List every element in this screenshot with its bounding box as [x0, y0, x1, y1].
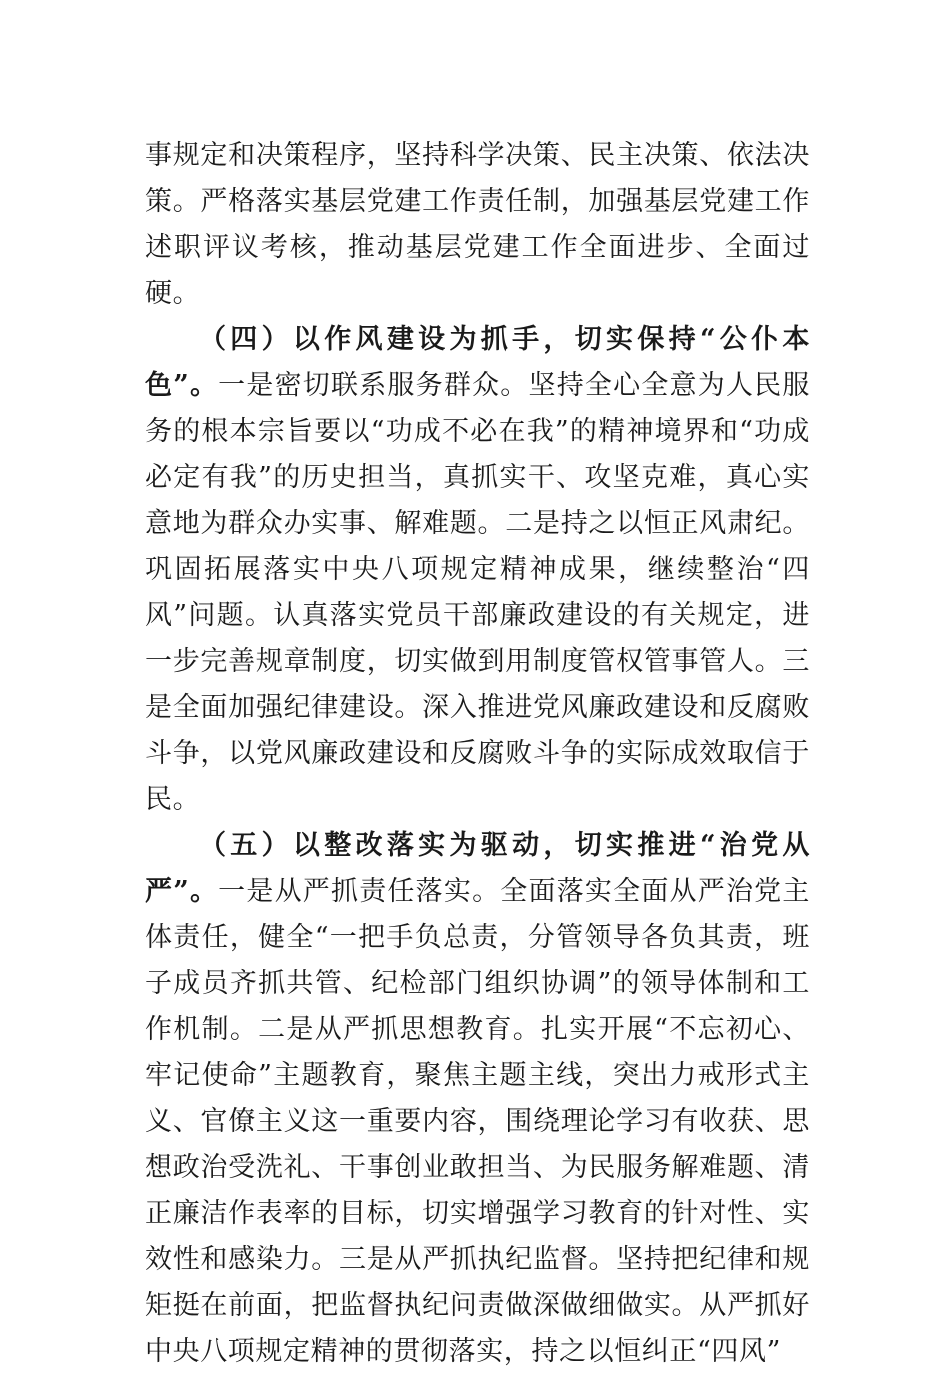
paragraph-continuation	[145, 133, 810, 317]
section-4-heading: （四）以作风建设为抓手，切实保持“公仆本色”。	[145, 324, 810, 401]
paragraph-section-5	[145, 823, 810, 1375]
section-5-text: 一是从严抓责任落实。全面落实全面从严治党主体责任，健全“一把手负总责，分管领导各负其责，班子成员齐抓共管、纪检部门组织协调”的领导体制和工作机制。二是从严抓思想教育。扎实开展“不忘初心、牢记使命”主题教育，聚焦主题主线，突出力戒形式主义、官僚主义这一重要内容，围绕理论学习有收获、思想政治受洗礼、干事创业敢担当、为民服务解难题、清正廉洁作表率的目标，切实增强学习教育的针对性、实效性和感染力。三是从严抓执纪监督。坚持把纪律和规矩挺在前面，把监督执纪问责做深做细做实。从严抓好中央八项规定精神的贯彻落实，持之以恒纠正“四风”	[145, 876, 810, 1367]
document-body	[145, 133, 810, 1375]
section-5-heading: （五）以整改落实为驱动，切实推进“治党从严”。	[145, 830, 810, 907]
section-4-text: 一是密切联系服务群众。坚持全心全意为人民服务的根本宗旨要以“功成不必在我”的精神境界和“功成必定有我”的历史担当，真抓实干、攻坚克难，真心实意地为群众办实事、解难题。二是持之以恒正风肃纪。巩固拓展落实中央八项规定精神成果，继续整治“四风”问题。认真落实党员干部廉政建设的有关规定，进一步完善规章制度，切实做到用制度管权管事管人。三是全面加强纪律建设。深入推进党风廉政建设和反腐败斗争，以党风廉政建设和反腐败斗争的实际成效取信于民。	[145, 370, 810, 815]
paragraph-text: 事规定和决策程序，坚持科学决策、民主决策、依法决策。严格落实基层党建工作责任制，加强基层党建工作述职评议考核，推动基层党建工作全面进步、全面过硬。	[145, 140, 810, 309]
paragraph-section-4	[145, 317, 810, 823]
